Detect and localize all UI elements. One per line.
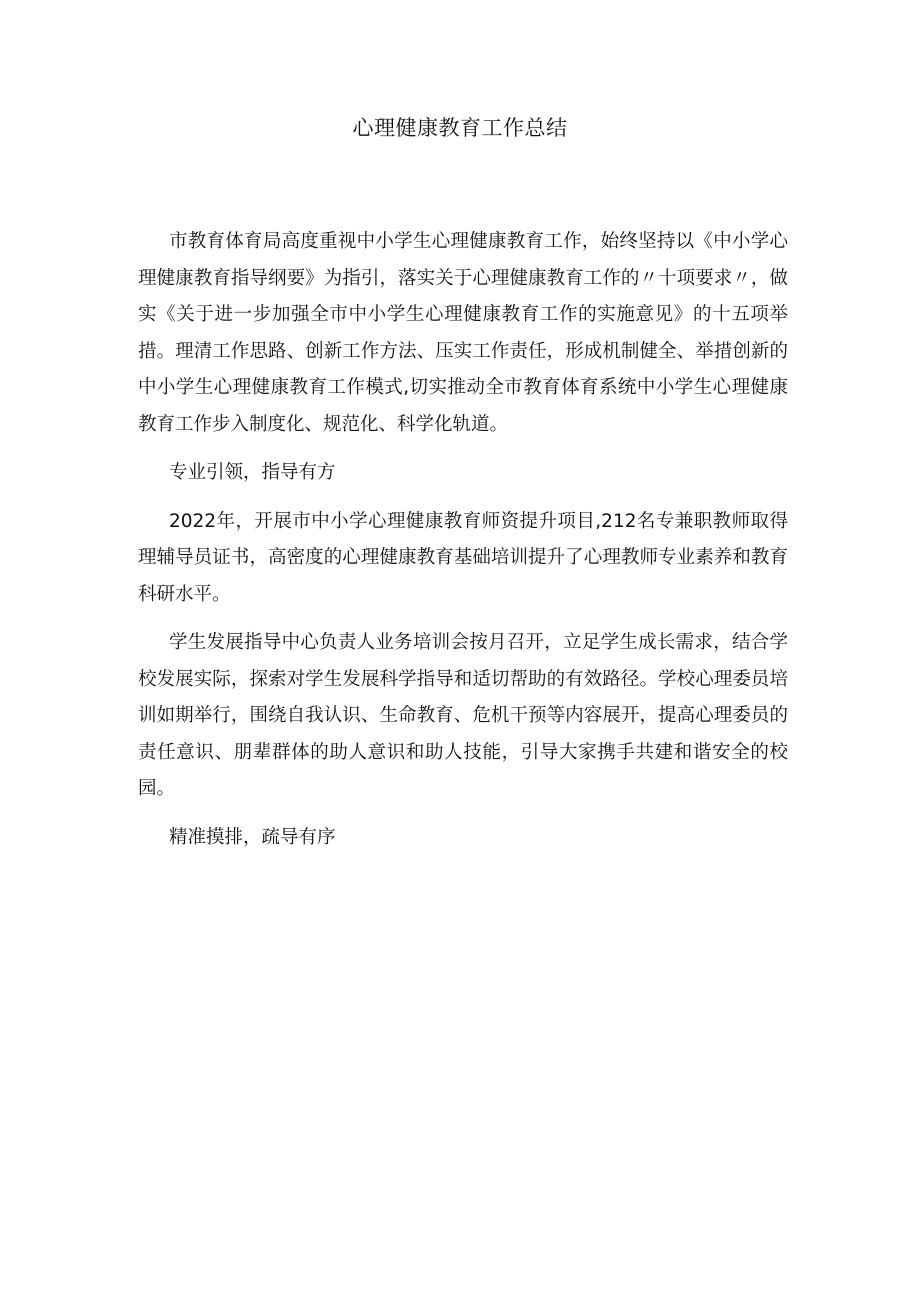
paragraph-intro: 市教育体育局高度重视中小学生心理健康教育工作，始终坚持以《中小学心理健康教育指导纲要》为指引，落实关于心理健康教育工作的〃十项要求〃，做实《关于进一步加强全市中小学生心理健康教育工作的实施意见》的十五项举措。理清工作思路、创新工作方法、压实工作责任，形成机制健全、举措创新的中小学生心理健康教育工作模式,切实推动全市教育体育系统中小学生心理健康教育工作步入制度化、规范化、科学化轨道。	[138, 231, 788, 435]
document-title: 心理健康教育工作总结	[352, 116, 568, 140]
section-heading-precise-screening: 精准摸排，疏导有序	[169, 826, 336, 848]
section-heading-professional-guidance: 专业引领，指导有方	[169, 462, 336, 483]
paragraph-teacher-training: 2022年，开展市中小学心理健康教育师资提升项目,212名专兼职教师取得理辅导员证书，高密度的心理健康教育基础培训提升了心理教师专业素养和教育科研水平。	[138, 510, 788, 605]
document-body	[138, 224, 788, 856]
paragraph-student-development: 学生发展指导中心负责人业务培训会按月召开，立足学生成长需求，结合学校发展实际，探索对学生发展科学指导和适切帮助的有效路径。学校心理委员培训如期举行，围绕自我认识、生命教育、危机干预等内容展开，提高心理委员的责任意识、朋辈群体的助人意识和助人技能，引导大家携手共建和谐安全的校园。	[138, 632, 788, 799]
